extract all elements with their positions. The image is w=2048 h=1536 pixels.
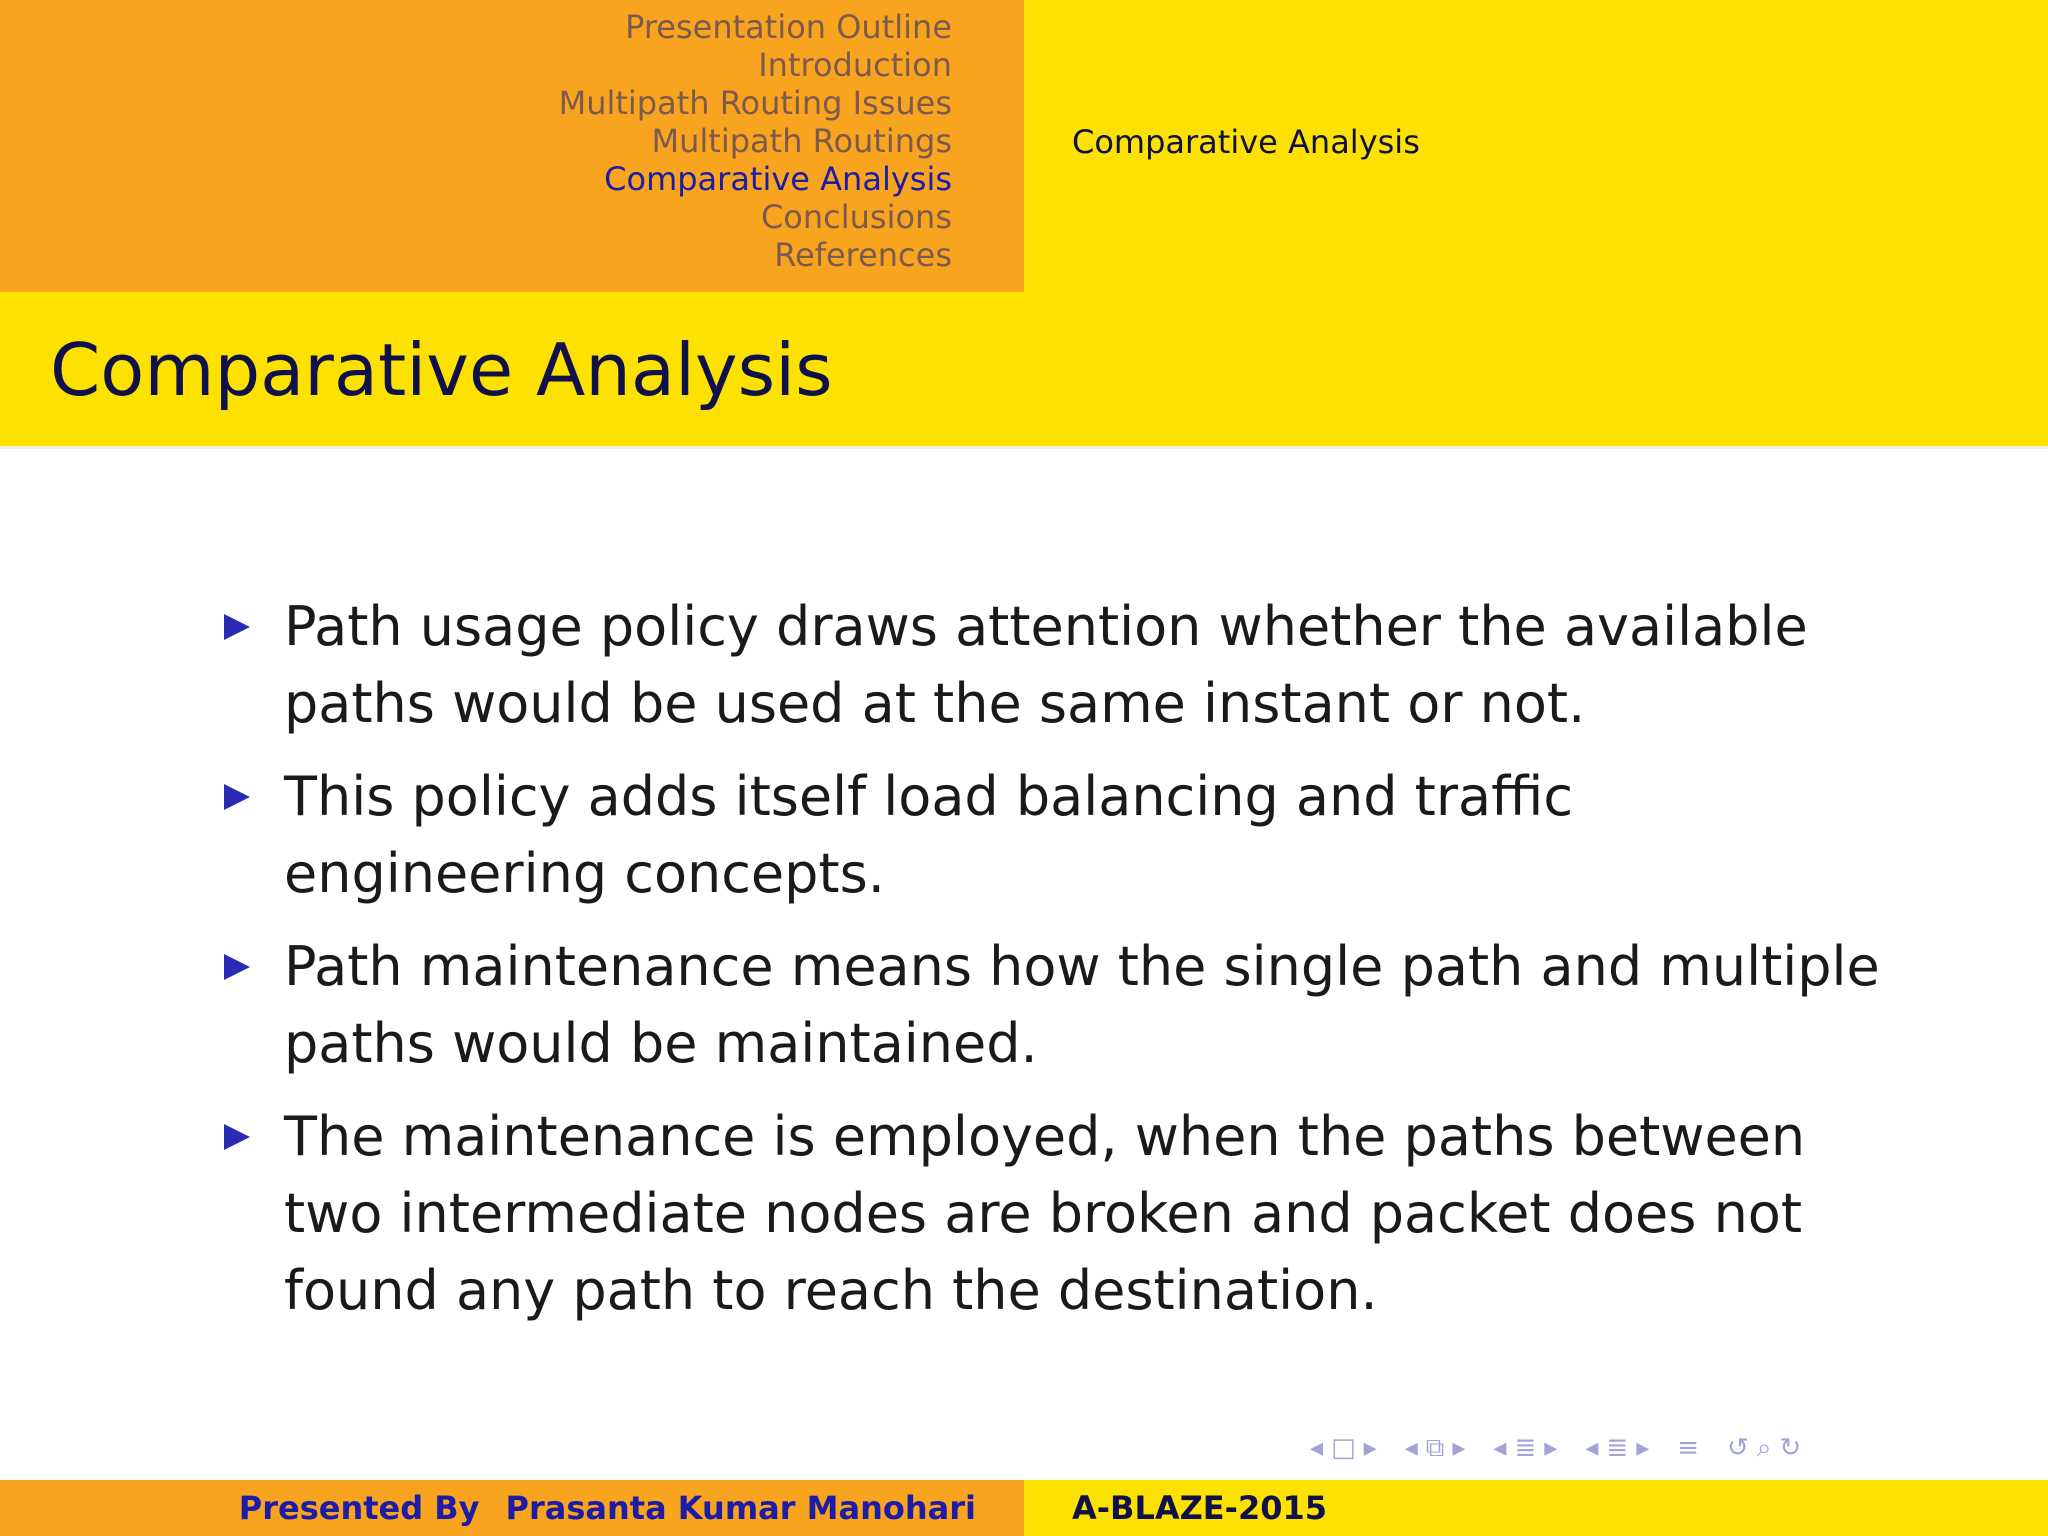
- toc-item-conclusions[interactable]: Conclusions: [760, 198, 952, 236]
- nav-frame-icon[interactable]: ⧉: [1425, 1433, 1445, 1463]
- nav-next-arrow-icon[interactable]: ▸: [1636, 1433, 1650, 1463]
- bullet-text: Path maintenance means how the single path and multiple paths would be maintained.: [284, 935, 1880, 1075]
- footer-author-panel: [0, 1480, 1024, 1536]
- toc-item-introduction[interactable]: Introduction: [758, 46, 952, 84]
- slide-title: Comparative Analysis: [50, 328, 833, 412]
- bullet-list: [216, 588, 1896, 1329]
- slide-content: [216, 588, 1896, 1345]
- presented-by-label: Presented By: [238, 1489, 480, 1527]
- triangle-bullet-icon: [224, 784, 250, 810]
- event-name: A-BLAZE-2015: [1072, 1489, 1327, 1527]
- list-item: [216, 758, 1896, 912]
- nav-search-group: [1727, 1432, 1801, 1464]
- header-section-panel: [1024, 0, 2048, 292]
- nav-toc-group: [1677, 1432, 1699, 1464]
- nav-forward-icon[interactable]: ↻: [1779, 1433, 1802, 1463]
- toc-item-multipath-routings[interactable]: Multipath Routings: [651, 122, 952, 160]
- nav-subsection-icon[interactable]: ≣: [1514, 1433, 1537, 1463]
- nav-prev-arrow-icon[interactable]: ◂: [1310, 1433, 1324, 1463]
- bullet-text: This policy adds itself load balancing and traffic engineering concepts.: [284, 765, 1574, 905]
- nav-back-icon[interactable]: ↺: [1727, 1433, 1749, 1463]
- frame-title-bar: [0, 292, 2048, 446]
- footer-event-panel: [1024, 1480, 2048, 1536]
- nav-slide-icon[interactable]: □: [1331, 1433, 1356, 1463]
- list-item: [216, 928, 1896, 1082]
- slide-header: [0, 0, 2048, 292]
- nav-next-arrow-icon[interactable]: ▸: [1363, 1433, 1377, 1463]
- nav-slide-group: [1310, 1432, 1377, 1464]
- nav-section-icon[interactable]: ≣: [1606, 1433, 1629, 1463]
- presenter-info: [239, 1488, 976, 1528]
- triangle-bullet-icon: [224, 954, 250, 980]
- triangle-bullet-icon: [224, 1124, 250, 1150]
- list-item: [216, 1098, 1896, 1329]
- nav-section-group: [1585, 1432, 1649, 1464]
- toc-item-presentation-outline[interactable]: Presentation Outline: [625, 8, 952, 46]
- nav-search-icon[interactable]: ⌕: [1756, 1433, 1772, 1463]
- slide-footer: [0, 1480, 2048, 1536]
- presenter-name: Prasanta Kumar Manohari: [505, 1489, 976, 1527]
- nav-prev-arrow-icon[interactable]: ◂: [1585, 1433, 1599, 1463]
- header-toc-panel: [0, 0, 1024, 292]
- nav-prev-arrow-icon[interactable]: ◂: [1493, 1433, 1507, 1463]
- bullet-text: The maintenance is employed, when the paths between two intermediate nodes are broken and packet does not found any path to reach the destination.: [284, 1105, 1806, 1322]
- nav-next-arrow-icon[interactable]: ▸: [1452, 1433, 1466, 1463]
- triangle-bullet-icon: [224, 614, 250, 640]
- nav-toc-icon[interactable]: ≡: [1677, 1433, 1700, 1463]
- section-navigation: [559, 8, 952, 274]
- bullet-text: Path usage policy draws attention whether the available paths would be used at the same instant or not.: [284, 595, 1808, 735]
- list-item: [216, 588, 1896, 742]
- nav-prev-arrow-icon[interactable]: ◂: [1404, 1433, 1418, 1463]
- toc-item-references[interactable]: References: [774, 236, 952, 274]
- nav-subsection-group: [1493, 1432, 1557, 1464]
- nav-frame-group: [1405, 1432, 1466, 1464]
- beamer-navigation-bar: [1310, 1432, 1817, 1464]
- current-section-label: Comparative Analysis: [1072, 123, 1420, 161]
- nav-next-arrow-icon[interactable]: ▸: [1544, 1433, 1558, 1463]
- toc-item-multipath-routing-issues[interactable]: Multipath Routing Issues: [558, 84, 952, 122]
- toc-item-comparative-analysis[interactable]: Comparative Analysis: [604, 160, 952, 198]
